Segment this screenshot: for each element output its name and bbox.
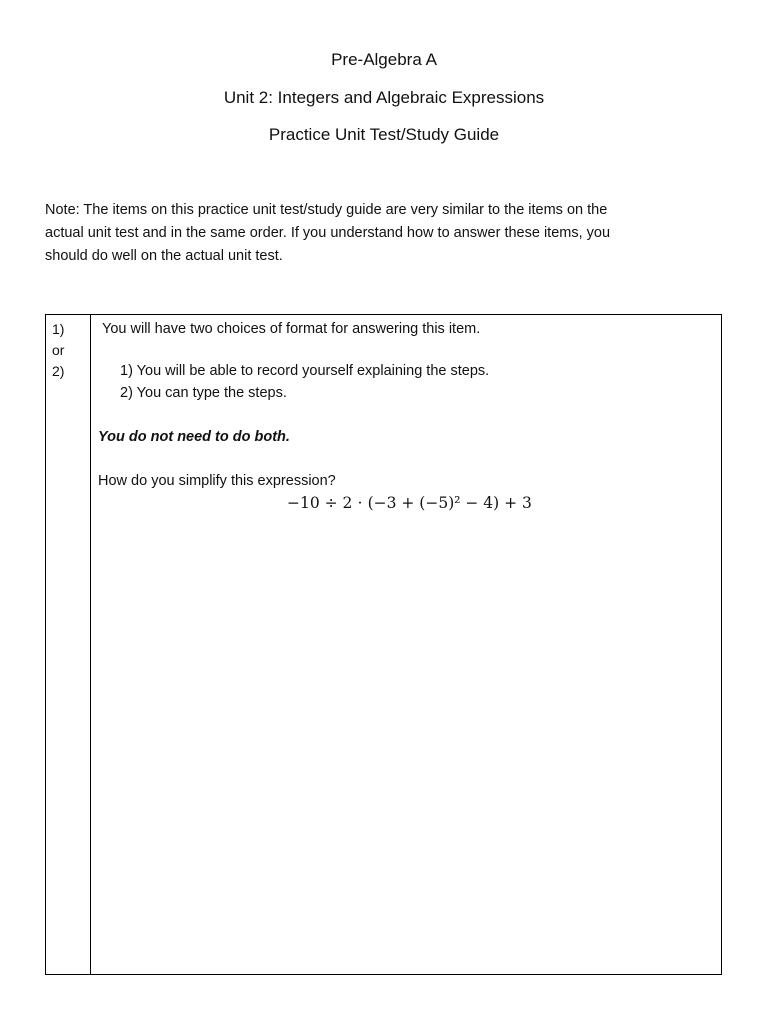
note-line: Note: The items on this practice unit test/study guide are very similar to the items on the (45, 202, 608, 218)
question-prompt: How do you simplify this expression? (98, 473, 336, 489)
note-line: should do well on the actual unit test. (45, 248, 283, 264)
format-option-type: 2) You can type the steps. (120, 385, 287, 401)
question-table (45, 314, 722, 975)
item-number-cell (46, 315, 91, 974)
note-line: actual unit test and in the same order. If you understand how to answer these items, you (45, 225, 611, 241)
document-title: Practice Unit Test/Study Guide (268, 125, 500, 144)
format-option-record: 1) You will be able to record yourself explaining the steps. (120, 363, 490, 379)
item-number: 2) (52, 363, 65, 379)
item-number-or: or (52, 342, 65, 358)
math-expression: −10 ÷ 2 ⋅ (−3 + (−5)² − 4) + 3 (287, 494, 532, 512)
item-content-cell (92, 315, 721, 974)
note-paragraph (45, 199, 725, 268)
unit-title: Unit 2: Integers and Algebraic Expressions (223, 88, 545, 107)
item-intro: You will have two choices of format for answering this item. (102, 321, 481, 337)
emphasis-note: You do not need to do both. (98, 429, 290, 445)
course-title: Pre-Algebra A (331, 50, 437, 69)
item-number: 1) (52, 321, 65, 337)
